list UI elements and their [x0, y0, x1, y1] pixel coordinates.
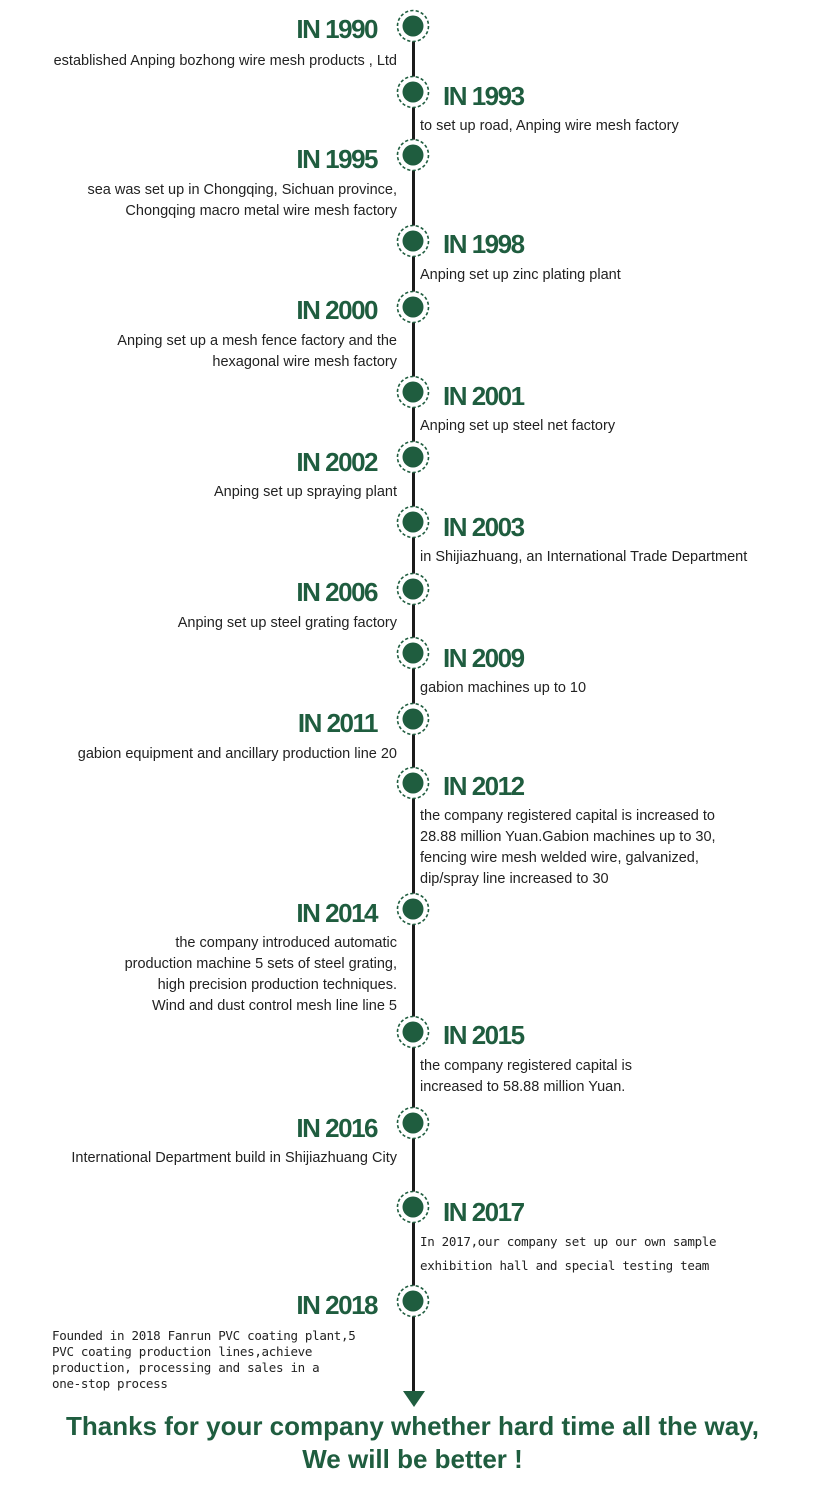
event-description-line: fencing wire mesh welded wire, galvanized, [420, 850, 699, 866]
event-year: IN 2016 [296, 1113, 377, 1143]
event-year: IN 1990 [296, 14, 377, 44]
timeline-node-icon [396, 505, 430, 539]
event-description [420, 1056, 632, 1098]
event-description-line: hexagonal wire mesh factory [212, 354, 397, 370]
event-description-line: high precision production techniques. [157, 977, 397, 993]
event-description [420, 416, 615, 437]
event-year: IN 1993 [443, 81, 524, 111]
event-description [420, 678, 586, 699]
event-description [117, 331, 397, 373]
timeline-node-icon [396, 440, 430, 474]
event-year: IN 1995 [296, 144, 377, 174]
event-year: IN 2014 [296, 898, 377, 928]
event-year: IN 2000 [296, 295, 377, 325]
event-description-line: increased to 58.88 million Yuan. [420, 1079, 626, 1095]
event-description [178, 613, 397, 634]
timeline-node-icon [396, 375, 430, 409]
event-description [420, 547, 747, 568]
event-description-line: Anping set up zinc plating plant [420, 267, 621, 283]
event-description-line: gabion machines up to 10 [420, 680, 587, 696]
event-description-line: exhibition hall and special testing team [420, 1258, 710, 1273]
timeline-node-icon [396, 892, 430, 926]
event-year: IN 2018 [296, 1290, 377, 1320]
event-description-line: established Anping bozhong wire mesh products , Ltd [53, 53, 397, 69]
timeline-node-icon [396, 572, 430, 606]
timeline-node-icon [396, 1015, 430, 1049]
timeline-node-icon [396, 224, 430, 258]
event-year: IN 2006 [296, 577, 377, 607]
event-description-line: the company introduced automatic [175, 935, 397, 951]
event-description-line: Wind and dust control mesh line line 5 [151, 998, 397, 1014]
timeline-node-icon [396, 138, 430, 172]
event-description-line: production machine 5 sets of steel grating, [124, 956, 397, 972]
event-description [78, 744, 397, 765]
event-description-line: in Shijiazhuang, an International Trade Department [420, 549, 748, 565]
event-description [420, 1230, 716, 1278]
event-year: IN 2002 [296, 447, 377, 477]
event-description [54, 51, 397, 72]
event-description-line: In 2017,our company set up our own sample [420, 1234, 717, 1249]
event-description-line: to set up road, Anping wire mesh factory [420, 118, 679, 134]
event-description-line: International Department build in Shijiazhuang City [71, 1150, 397, 1166]
event-year: IN 2001 [443, 381, 524, 411]
timeline-node-icon [396, 1284, 430, 1318]
event-description-line: Chongqing macro metal wire mesh factory [125, 203, 397, 219]
arrow-down-icon [403, 1391, 425, 1407]
event-description [420, 265, 621, 286]
event-description [52, 1328, 355, 1392]
event-description-line: PVC coating production lines,achieve [52, 1344, 313, 1359]
event-description-line: Anping set up steel net factory [420, 418, 616, 434]
timeline-node-icon [396, 75, 430, 109]
event-description-line: Anping set up spraying plant [214, 484, 397, 500]
event-year: IN 2017 [443, 1197, 524, 1227]
closing-line-2: We will be better ! [302, 1444, 523, 1474]
event-description-line: the company registered capital is increased to [420, 808, 715, 824]
timeline-node-icon [396, 636, 430, 670]
event-description-line: production, processing and sales in a [52, 1360, 320, 1375]
timeline-node-icon [396, 290, 430, 324]
event-year: IN 2003 [443, 512, 524, 542]
timeline-node-icon [396, 1190, 430, 1224]
event-description [87, 180, 397, 222]
timeline-node-icon [396, 766, 430, 800]
event-description-line: sea was set up in Chongqing, Sichuan province, [87, 182, 397, 198]
event-description-line: 28.88 million Yuan.Gabion machines up to 30, [420, 829, 716, 845]
event-description [71, 1148, 397, 1169]
event-year: IN 2012 [443, 771, 524, 801]
timeline-node-icon [396, 1106, 430, 1140]
closing-line-1: Thanks for your company whether hard time all the way, [65, 1411, 759, 1441]
event-description-line: Anping set up a mesh fence factory and the [117, 333, 397, 349]
event-description [420, 806, 716, 890]
event-year: IN 2009 [443, 643, 524, 673]
event-description-line: gabion equipment and ancillary production line 20 [77, 746, 397, 762]
event-description-line: one-stop process [52, 1376, 168, 1391]
closing-message [0, 1410, 825, 1476]
event-year: IN 2015 [443, 1020, 524, 1050]
event-description [125, 933, 397, 1017]
timeline-node-icon [396, 702, 430, 736]
event-description-line: dip/spray line increased to 30 [420, 871, 609, 887]
event-description [214, 482, 397, 503]
event-description-line: Founded in 2018 Fanrun PVC coating plant,5 [52, 1328, 356, 1343]
event-year: IN 2011 [297, 708, 377, 738]
event-year: IN 1998 [443, 229, 524, 259]
timeline-node-icon [396, 9, 430, 43]
event-description [420, 116, 679, 137]
event-description-line: Anping set up steel grating factory [177, 615, 397, 631]
event-description-line: the company registered capital is [420, 1058, 632, 1074]
